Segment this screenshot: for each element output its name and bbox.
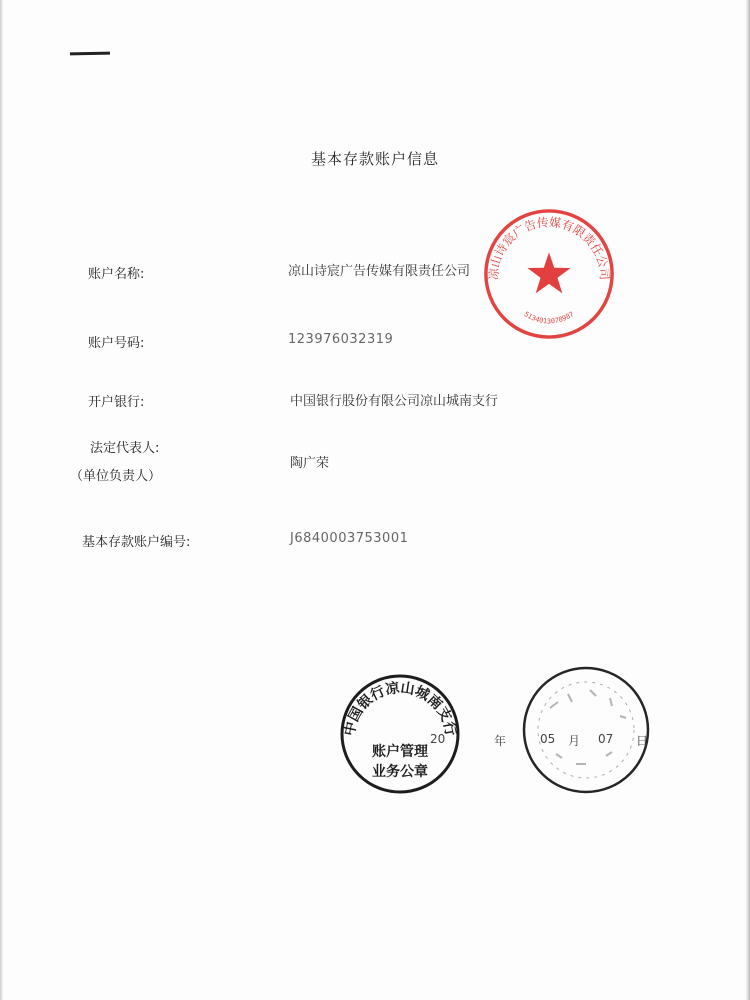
bank-seal-center-line1: 账户管理 — [372, 744, 428, 760]
svg-text:5134013078987 — [523, 310, 576, 325]
date-day-char: 日 — [636, 734, 649, 748]
date-year-char: 年 — [494, 734, 507, 748]
date-seal-stamp — [520, 664, 652, 796]
date-month-char: 月 — [568, 734, 581, 748]
svg-text:中国银行凉山城南支行 — [341, 679, 459, 737]
date-day: 07 — [598, 732, 614, 746]
basic-account-code-value: J6840003753001 — [290, 531, 409, 546]
bank-seal-ring-text: 中国银行凉山城南支行 — [341, 680, 459, 738]
date-month: 05 — [540, 732, 556, 746]
basic-account-code-label: 基本存款账户编号: — [82, 535, 191, 550]
company-seal-stamp — [480, 205, 618, 343]
company-seal-number: 5134013078987 — [522, 310, 576, 326]
document-title: 基本存款账户信息 — [310, 150, 439, 168]
corner-dash-mark — [70, 52, 110, 56]
bank-value: 中国银行股份有限公司凉山城南支行 — [290, 394, 499, 409]
account-number-label: 账户号码: — [88, 336, 145, 351]
legal-rep-sublabel: （单位负责人） — [70, 469, 162, 484]
bank-label: 开户银行: — [88, 395, 145, 410]
account-number-value: 123976032319 — [288, 332, 394, 347]
legal-rep-value: 陶广荣 — [290, 456, 330, 471]
account-name-label: 账户名称: — [88, 267, 145, 282]
legal-rep-label: 法定代表人: — [90, 441, 160, 456]
bank-seal-center-line2: 业务公章 — [372, 764, 428, 780]
date-year: 20 — [430, 732, 446, 746]
seal-star-icon — [527, 252, 570, 293]
company-seal-text: 凉山诗宸广告传媒有限责任公司 — [486, 215, 612, 281]
account-name-value: 凉山诗宸广告传媒有限责任公司 — [288, 264, 471, 279]
